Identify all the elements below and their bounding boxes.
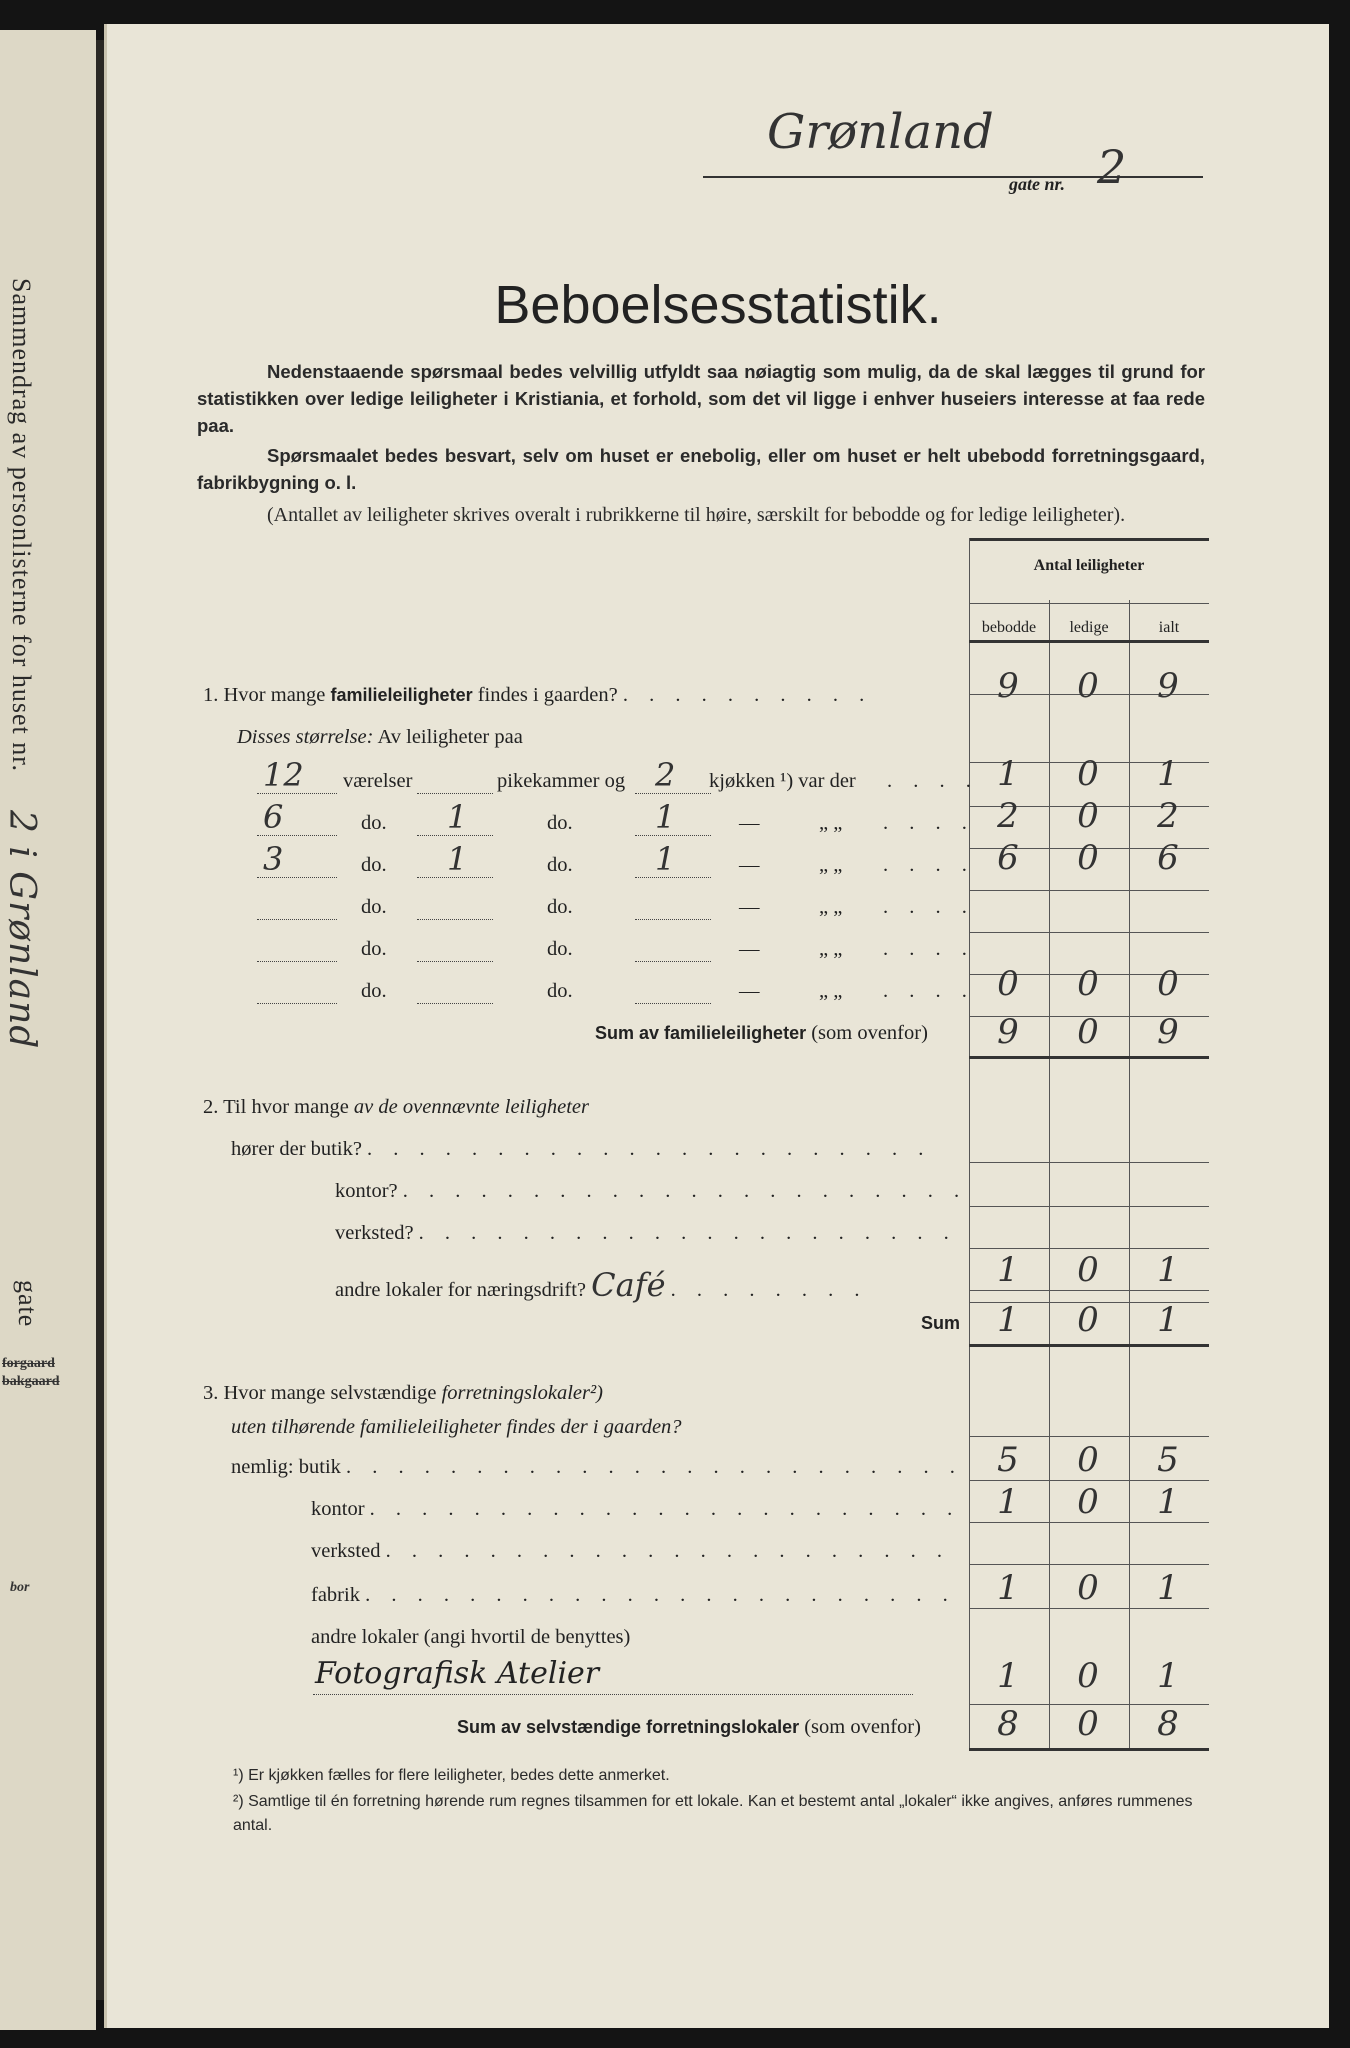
form-title: Beboelsesstatistik. xyxy=(494,275,942,335)
q2-kontor-text: kontor? xyxy=(335,1180,398,1202)
q3-butik-text: butik xyxy=(298,1456,341,1478)
q3-kontor-text: kontor xyxy=(311,1498,365,1520)
kjokken-value: 1 xyxy=(655,798,676,836)
table-rule xyxy=(969,1248,1209,1249)
q3-kontor-ialt: 1 xyxy=(1157,1482,1179,1522)
q2-sum-ledige: 0 xyxy=(1077,1300,1099,1340)
col-ledige: ledige xyxy=(1069,619,1109,636)
q3-fabrik-ialt: 1 xyxy=(1157,1568,1179,1608)
kjokken-dash: — xyxy=(739,938,760,960)
q3-sum-label xyxy=(457,1716,921,1739)
q3-label xyxy=(203,1382,603,1405)
q2-butik xyxy=(231,1138,931,1161)
vaerelser-value: 3 xyxy=(263,840,284,878)
pikekammer-label: do. xyxy=(547,896,573,918)
q3-butik-bebodde: 5 xyxy=(997,1440,1019,1480)
q1-sum-bebodde: 9 xyxy=(997,1012,1019,1052)
q2-andre-ledige: 0 xyxy=(1077,1250,1099,1290)
q3-butik-dots: . . . . . . . . . . . . . . . . . . . . . . . . xyxy=(346,1456,963,1478)
q2-andre-ialt: 1 xyxy=(1157,1250,1179,1290)
vaerelser-value: 6 xyxy=(263,798,284,836)
margin-forgaard: forgaard xyxy=(2,1356,55,1371)
q3-number: 3. Hvor mange selvstændige xyxy=(203,1382,437,1404)
pikekammer-blank xyxy=(417,1002,493,1004)
q2-sum-bebodde: 1 xyxy=(997,1300,1019,1340)
q3-fabrik xyxy=(311,1584,956,1607)
margin-bor: bor xyxy=(10,1580,30,1595)
vaerelser-label: do. xyxy=(361,854,387,876)
intro-paragraph-1: Nedenstaaende spørsmaal bedes velvillig utfyldt saa nøiagtig som mulig, da de skal lægges til grund for statistikken over ledige leiligheter i Kristiania, et forhold, som det vil ligge i enhver huseiers interesse at faa rede paa. xyxy=(197,361,1205,436)
kjokken-dash: — xyxy=(739,980,760,1002)
table-rule xyxy=(969,1436,1209,1437)
row-dots: . . . . xyxy=(883,938,975,960)
q1-sizes-rest: Av leiligheter paa xyxy=(377,726,523,748)
footnote-1: ¹) Er kjøkken fælles for flere leiligheter, bedes dette anmerket. xyxy=(233,1767,670,1784)
pikekammer-label: do. xyxy=(547,854,573,876)
row-dots: . . . . xyxy=(883,854,975,876)
table-rule xyxy=(969,1608,1209,1609)
q1-sum-ledige: 0 xyxy=(1077,1012,1099,1052)
q1-bold: familieleiligheter xyxy=(330,685,473,705)
size-row-ialt: 1 xyxy=(1157,754,1179,794)
q3-italic2-line xyxy=(231,1412,961,1442)
size-row-ialt: 2 xyxy=(1157,796,1179,836)
form-page xyxy=(104,24,1329,2028)
table-rule xyxy=(969,1290,1209,1291)
vaerelser-label: do. xyxy=(361,896,387,918)
street-underline xyxy=(703,176,1203,178)
q2-verksted xyxy=(335,1222,957,1245)
kjokken-value: 1 xyxy=(655,840,676,878)
pikekammer-blank xyxy=(417,960,493,962)
table-rule xyxy=(969,1522,1209,1523)
q1-sum-label xyxy=(595,1022,928,1045)
table-rule-sum2 xyxy=(969,1344,1209,1347)
row-dots: . . . . xyxy=(883,812,975,834)
kjokken-value: 2 xyxy=(655,756,676,794)
q1-ledige: 0 xyxy=(1077,666,1099,706)
q3-verksted xyxy=(311,1540,950,1563)
kjokken-dash: — xyxy=(739,854,760,876)
q1-sum-rest: (som ovenfor) xyxy=(811,1022,928,1044)
table-rule xyxy=(969,1480,1209,1481)
table-rule xyxy=(969,1206,1209,1207)
q3-sum-rest: (som ovenfor) xyxy=(804,1716,921,1738)
margin-printed-text: Sammendrag av personlisterne for huset nr. xyxy=(7,278,36,772)
q2-label xyxy=(203,1096,589,1119)
vaerelser-blank xyxy=(257,1002,337,1004)
q3-andre-ialt: 1 xyxy=(1157,1656,1179,1696)
q2-sum-label xyxy=(921,1312,960,1335)
q3-italic2: uten tilhørende familieleiligheter findes der i gaarden? xyxy=(231,1416,682,1438)
size-row-ledige: 0 xyxy=(1077,838,1099,878)
kjokken-blank xyxy=(635,960,711,962)
q3-fabrik-ledige: 0 xyxy=(1077,1568,1099,1608)
size-row-ledige: 0 xyxy=(1077,964,1099,1004)
pikekammer-label: do. xyxy=(547,812,573,834)
q1-sizes-italic: Disses størrelse: xyxy=(237,726,374,748)
q3-sum-ialt: 8 xyxy=(1157,1704,1179,1744)
q3-andre-bebodde: 1 xyxy=(997,1656,1019,1696)
q3-kontor-bebodde: 1 xyxy=(997,1482,1019,1522)
col-ialt: ialt xyxy=(1158,619,1180,636)
q3-sum-bold: Sum av selvstændige forretningslokaler xyxy=(457,1717,800,1737)
q3-fabrik-bebodde: 1 xyxy=(997,1568,1019,1608)
intro-paragraph-2: Spørsmaalet bedes besvart, selv om huset er enebolig, eller om huset er helt ubebodd forretningsgaard, fabrikbygning o. l. xyxy=(197,445,1205,493)
q2-andre-bebodde: 1 xyxy=(997,1250,1019,1290)
size-row-ialt xyxy=(1129,880,1207,920)
kjokken-dash: — xyxy=(739,812,760,834)
q3-andre xyxy=(311,1626,630,1649)
intro-paragraph-3: (Antallet av leiligheter skrives overalt i rubrikkerne til høire, særskilt for bebodde og for ledige leiligheter). xyxy=(267,504,1126,526)
q1-ialt: 9 xyxy=(1157,666,1179,706)
q1-sum-bold: Sum av familieleiligheter xyxy=(595,1023,807,1043)
table-header-divider xyxy=(969,603,1209,604)
q3-andre-underline xyxy=(313,1694,913,1695)
q3-fabrik-text: fabrik xyxy=(311,1584,360,1606)
table-header xyxy=(969,538,1209,667)
margin-bakgaard: bakgaard xyxy=(2,1374,60,1389)
q2-sum-text: Sum xyxy=(921,1313,961,1333)
q3-kontor xyxy=(311,1498,960,1521)
gate-nr-label: gate nr. xyxy=(1009,174,1066,194)
q3-butik xyxy=(231,1456,963,1479)
q2-number: 2. Til hvor mange xyxy=(203,1096,349,1118)
q1-dots: . . . . . . . . . . xyxy=(622,684,873,706)
kjokken-dash: — xyxy=(739,896,760,918)
left-page-edge xyxy=(0,30,96,2030)
ditto-marks: „ „ xyxy=(819,812,843,834)
q3-andre-text: andre lokaler (angi hvortil de benyttes) xyxy=(311,1626,631,1648)
ditto-marks: „ „ xyxy=(819,938,843,960)
size-row-bebodde xyxy=(969,922,1047,962)
size-row-ledige xyxy=(1049,922,1127,962)
size-row-bebodde xyxy=(969,880,1047,920)
q2-butik-dots: . . . . . . . . . . . . . . . . . . . . . . xyxy=(367,1138,932,1160)
vaerelser-blank xyxy=(257,960,337,962)
q2-andre xyxy=(335,1266,868,1304)
q2-verksted-dots: . . . . . . . . . . . . . . . . . . . . . xyxy=(418,1222,957,1244)
pikekammer-label: pikekammer og xyxy=(497,770,626,792)
vaerelser-label: værelser xyxy=(343,770,413,792)
q3-sum-ledige: 0 xyxy=(1077,1704,1099,1744)
q2-kontor xyxy=(335,1180,967,1203)
vaerelser-label: do. xyxy=(361,980,387,1002)
kjokken-blank xyxy=(635,918,711,920)
vaerelser-label: do. xyxy=(361,812,387,834)
size-row-bebodde: 0 xyxy=(997,964,1019,1004)
table-rule-top xyxy=(969,640,1209,643)
size-row-ialt: 0 xyxy=(1157,964,1179,1004)
q1-label xyxy=(203,684,872,707)
row-dots: . . . . xyxy=(887,770,979,792)
q3-kontor-dots: . . . . . . . . . . . . . . . . . . . . . . . xyxy=(369,1498,961,1520)
q3-kontor-ledige: 0 xyxy=(1077,1482,1099,1522)
ditto-marks: „ „ xyxy=(819,980,843,1002)
pikekammer-blank xyxy=(417,918,493,920)
kjokken-blank xyxy=(635,1002,711,1004)
ditto-marks: „ „ xyxy=(819,854,843,876)
street-number-handwritten: 2 xyxy=(1097,140,1127,194)
q2-kontor-dots: . . . . . . . . . . . . . . . . . . . . . . xyxy=(402,1180,968,1202)
q2-verksted-text: verksted? xyxy=(335,1222,414,1244)
size-row-bebodde: 2 xyxy=(997,796,1019,836)
q2-sum-ialt: 1 xyxy=(1157,1300,1179,1340)
q1-bebodde: 9 xyxy=(997,666,1019,706)
size-row-ledige: 0 xyxy=(1077,796,1099,836)
vaerelser-value: 12 xyxy=(263,756,304,794)
q3-verksted-text: verksted xyxy=(311,1540,381,1562)
table-rule xyxy=(969,1564,1209,1565)
q3-butik-ledige: 0 xyxy=(1077,1440,1099,1480)
size-row-bebodde: 6 xyxy=(997,838,1019,878)
q1-number: 1. Hvor mange xyxy=(203,684,326,706)
q3-butik-ialt: 5 xyxy=(1157,1440,1179,1480)
pikekammer-label: do. xyxy=(547,980,573,1002)
size-row-ledige: 0 xyxy=(1077,754,1099,794)
size-row-ialt xyxy=(1129,922,1207,962)
pikekammer-blank xyxy=(417,792,493,794)
vaerelser-label: do. xyxy=(361,938,387,960)
table-rule-sum3 xyxy=(969,1748,1209,1751)
q3-sum-bebodde: 8 xyxy=(997,1704,1019,1744)
col-bebodde: bebodde xyxy=(981,619,1037,636)
street-name-handwritten: Grønland xyxy=(767,104,994,160)
q3-verksted-dots: . . . . . . . . . . . . . . . . . . . . . . xyxy=(385,1540,950,1562)
q2-andre-handwritten: Café xyxy=(591,1266,666,1304)
kjokken-label: kjøkken ¹) var der xyxy=(709,770,856,792)
q2-andre-text: andre lokaler for næringsdrift? xyxy=(335,1279,587,1301)
table-rule-sum1 xyxy=(969,1056,1209,1059)
size-row-ledige xyxy=(1049,880,1127,920)
table-rule xyxy=(969,1162,1209,1163)
pikekammer-value: 1 xyxy=(447,798,468,836)
q2-andre-dots: . . . . . . . . xyxy=(670,1279,868,1301)
pikekammer-label: do. xyxy=(547,938,573,960)
q3-fabrik-dots: . . . . . . . . . . . . . . . . . . . . . . . xyxy=(365,1584,956,1606)
q1-sizes-intro xyxy=(237,726,523,749)
q1-sum-ialt: 9 xyxy=(1157,1012,1179,1052)
size-row-bebodde: 1 xyxy=(997,754,1019,794)
pikekammer-value: 1 xyxy=(447,840,468,878)
q3-andre-handwritten: Fotografisk Atelier xyxy=(315,1656,600,1691)
q2-italic: av de ovennævnte leiligheter xyxy=(353,1096,590,1118)
size-row-ialt: 6 xyxy=(1157,838,1179,878)
row-dots: . . . . xyxy=(883,896,975,918)
q3-andre-ledige: 0 xyxy=(1077,1656,1099,1696)
table-title: Antal leiligheter xyxy=(1033,557,1145,574)
ditto-marks: „ „ xyxy=(819,896,843,918)
footnote-2: ²) Samtlige til én forretning hørende rum regnes tilsammen for ett lokale. Kan et bestemt antal „lokaler“ ikke angives, anføres rummenes antal. xyxy=(233,1793,1193,1834)
margin-gate-label: gate xyxy=(13,1280,42,1328)
q3-italic1: forretningslokaler²) xyxy=(441,1382,603,1404)
q1-rest: findes i gaarden? xyxy=(477,684,618,706)
vaerelser-blank xyxy=(257,918,337,920)
q2-butik-text: hører der butik? xyxy=(231,1138,362,1160)
row-dots: . . . . xyxy=(883,980,975,1002)
margin-handwritten-address: 2 i Grønland xyxy=(1,809,42,1049)
q3-nemlig: nemlig: xyxy=(231,1456,294,1478)
